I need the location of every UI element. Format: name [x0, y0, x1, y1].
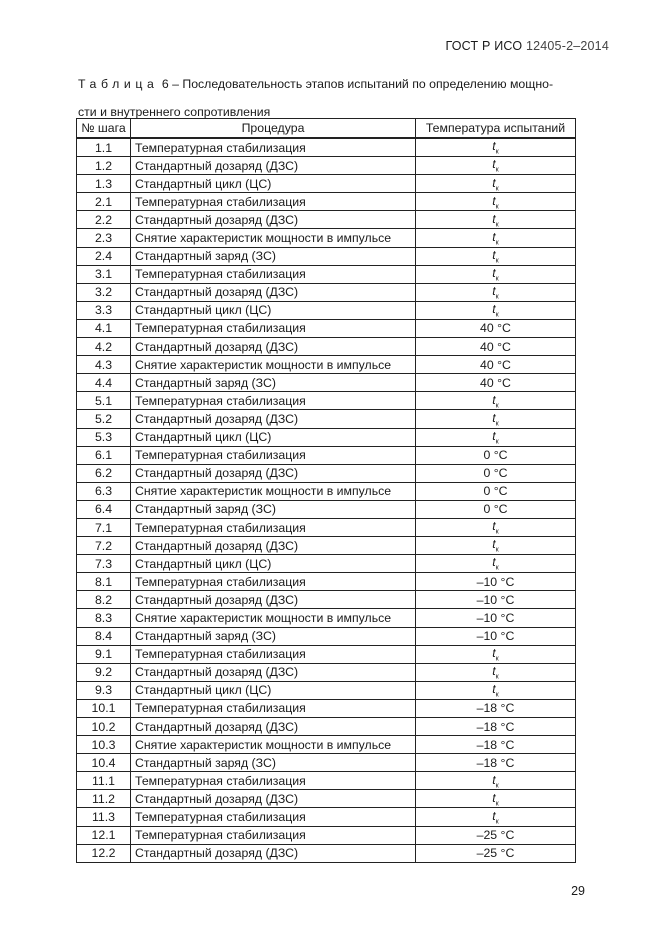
procedure-cell: Снятие характеристик мощности в импульсе [131, 736, 416, 754]
procedure-cell: Стандартный дозаряд (ДЗС) [131, 537, 416, 555]
table-row [77, 283, 576, 301]
column-header-procedure: Процедура [131, 119, 416, 139]
temperature-cell: –10 °С [416, 573, 576, 591]
temperature-cell: $t_к$ [416, 555, 576, 573]
caption-text: 6 – Последовательность этапов испытаний по определению мощно- [161, 77, 554, 91]
step-number-cell: 1.3 [77, 175, 131, 193]
procedure-cell: Температурная стабилизация [131, 265, 416, 283]
procedure-cell: Стандартный цикл (ЦС) [131, 555, 416, 573]
temperature-cell: $t_к$ [416, 663, 576, 681]
temperature-cell: $t_к$ [416, 537, 576, 555]
table-row [77, 265, 576, 283]
step-number-cell: 5.2 [77, 410, 131, 428]
temperature-cell: –10 °С [416, 627, 576, 645]
procedure-cell: Стандартный дозаряд (ДЗС) [131, 338, 416, 356]
step-number-cell: 10.1 [77, 699, 131, 717]
step-number-cell: 10.2 [77, 718, 131, 736]
step-number-cell: 12.1 [77, 826, 131, 844]
procedure-cell: Стандартный дозаряд (ДЗС) [131, 283, 416, 301]
standard-label: ГОСТ Р ИСО [445, 39, 523, 53]
step-number-cell: 3.3 [77, 301, 131, 319]
procedure-cell: Температурная стабилизация [131, 808, 416, 826]
column-header-step: № шага [77, 119, 131, 139]
procedure-cell: Температурная стабилизация [131, 319, 416, 337]
column-header-temperature: Температура испытаний [416, 119, 576, 139]
step-number-cell: 4.4 [77, 374, 131, 392]
step-number-cell: 4.2 [77, 338, 131, 356]
document-header [445, 39, 609, 53]
temperature-cell: $t_к$ [416, 645, 576, 663]
temperature-cell: $t_к$ [416, 175, 576, 193]
procedure-cell: Температурная стабилизация [131, 826, 416, 844]
procedure-cell: Стандартный дозаряд (ДЗС) [131, 464, 416, 482]
procedure-cell: Стандартный заряд (ЗС) [131, 754, 416, 772]
procedure-cell: Стандартный дозаряд (ДЗС) [131, 591, 416, 609]
step-number-cell: 6.1 [77, 446, 131, 464]
temperature-cell: $t_к$ [416, 138, 576, 157]
table-row [77, 573, 576, 591]
procedure-cell: Стандартный заряд (ЗС) [131, 500, 416, 518]
temperature-cell: $t_к$ [416, 808, 576, 826]
table-row [77, 790, 576, 808]
procedure-cell: Стандартный дозаряд (ДЗС) [131, 663, 416, 681]
temperature-cell: 40 °С [416, 338, 576, 356]
step-number-cell: 1.1 [77, 138, 131, 157]
step-number-cell: 6.3 [77, 482, 131, 500]
step-number-cell: 2.2 [77, 211, 131, 229]
temperature-cell: $t_к$ [416, 410, 576, 428]
procedure-cell: Температурная стабилизация [131, 446, 416, 464]
table-row [77, 428, 576, 446]
step-number-cell: 2.4 [77, 247, 131, 265]
step-number-cell: 7.1 [77, 518, 131, 536]
temperature-cell: $t_к$ [416, 301, 576, 319]
temperature-cell: $t_к$ [416, 229, 576, 247]
temperature-cell: 40 °С [416, 319, 576, 337]
procedure-cell: Температурная стабилизация [131, 138, 416, 157]
table-row [77, 464, 576, 482]
step-number-cell: 3.1 [77, 265, 131, 283]
caption-text-line2: сти и внутреннего сопротивления [78, 105, 271, 119]
temperature-cell: –10 °С [416, 609, 576, 627]
temperature-cell: $t_к$ [416, 392, 576, 410]
table-row [77, 681, 576, 699]
procedure-cell: Стандартный цикл (ЦС) [131, 681, 416, 699]
table-row [77, 211, 576, 229]
procedure-cell: Стандартный дозаряд (ДЗС) [131, 844, 416, 862]
table-header-row [77, 119, 576, 139]
temperature-cell: –25 °С [416, 844, 576, 862]
table-row [77, 482, 576, 500]
step-number-cell: 10.4 [77, 754, 131, 772]
procedure-cell: Снятие характеристик мощности в импульсе [131, 356, 416, 374]
procedure-cell: Температурная стабилизация [131, 699, 416, 717]
procedure-cell: Температурная стабилизация [131, 193, 416, 211]
step-number-cell: 8.4 [77, 627, 131, 645]
step-number-cell: 4.3 [77, 356, 131, 374]
step-number-cell: 6.2 [77, 464, 131, 482]
step-number-cell: 1.2 [77, 157, 131, 175]
temperature-cell: 0 °С [416, 482, 576, 500]
procedure-cell: Снятие характеристик мощности в импульсе [131, 229, 416, 247]
step-number-cell: 11.3 [77, 808, 131, 826]
table-row [77, 301, 576, 319]
procedure-cell: Стандартный заряд (ЗС) [131, 627, 416, 645]
step-number-cell: 2.1 [77, 193, 131, 211]
temperature-cell: $t_к$ [416, 265, 576, 283]
page-number: 29 [571, 884, 585, 898]
temperature-cell: –10 °С [416, 591, 576, 609]
table-row [77, 410, 576, 428]
standard-number: 12405-2–2014 [525, 39, 609, 53]
temperature-cell: –18 °С [416, 736, 576, 754]
table-row [77, 356, 576, 374]
step-number-cell: 11.1 [77, 772, 131, 790]
table-row [77, 229, 576, 247]
temperature-cell: 0 °С [416, 464, 576, 482]
table-row [77, 138, 576, 157]
table-row [77, 247, 576, 265]
step-number-cell: 9.3 [77, 681, 131, 699]
table-row [77, 338, 576, 356]
temperature-cell: –18 °С [416, 699, 576, 717]
step-number-cell: 12.2 [77, 844, 131, 862]
step-number-cell: 5.3 [77, 428, 131, 446]
procedure-cell: Стандартный цикл (ЦС) [131, 301, 416, 319]
step-number-cell: 5.1 [77, 392, 131, 410]
procedure-cell: Стандартный заряд (ЗС) [131, 247, 416, 265]
table-row [77, 699, 576, 717]
procedure-cell: Снятие характеристик мощности в импульсе [131, 482, 416, 500]
table-row [77, 754, 576, 772]
table-row [77, 591, 576, 609]
table-row [77, 392, 576, 410]
table-row [77, 446, 576, 464]
table-row [77, 736, 576, 754]
temperature-cell: –18 °С [416, 754, 576, 772]
step-number-cell: 8.3 [77, 609, 131, 627]
table-row [77, 808, 576, 826]
table-row [77, 826, 576, 844]
table-row [77, 772, 576, 790]
table-row [77, 609, 576, 627]
procedure-cell: Температурная стабилизация [131, 518, 416, 536]
test-sequence-table [76, 118, 576, 863]
step-number-cell: 6.4 [77, 500, 131, 518]
temperature-cell: $t_к$ [416, 428, 576, 446]
table-row [77, 319, 576, 337]
temperature-cell: $t_к$ [416, 247, 576, 265]
step-number-cell: 11.2 [77, 790, 131, 808]
temperature-cell: 0 °С [416, 446, 576, 464]
step-number-cell: 7.2 [77, 537, 131, 555]
step-number-cell: 8.1 [77, 573, 131, 591]
procedure-cell: Стандартный цикл (ЦС) [131, 175, 416, 193]
procedure-cell: Стандартный дозаряд (ДЗС) [131, 157, 416, 175]
procedure-cell: Стандартный дозаряд (ДЗС) [131, 211, 416, 229]
temperature-cell: 40 °С [416, 356, 576, 374]
procedure-cell: Стандартный дозаряд (ДЗС) [131, 410, 416, 428]
table-row [77, 374, 576, 392]
table-row [77, 555, 576, 573]
table-row [77, 844, 576, 862]
table-row [77, 157, 576, 175]
step-number-cell: 8.2 [77, 591, 131, 609]
procedure-cell: Температурная стабилизация [131, 772, 416, 790]
temperature-cell: $t_к$ [416, 193, 576, 211]
temperature-cell: $t_к$ [416, 283, 576, 301]
table-row [77, 627, 576, 645]
temperature-cell: $t_к$ [416, 772, 576, 790]
step-number-cell: 4.1 [77, 319, 131, 337]
temperature-cell: 40 °С [416, 374, 576, 392]
table-body [77, 138, 576, 862]
step-number-cell: 9.1 [77, 645, 131, 663]
temperature-cell: $t_к$ [416, 157, 576, 175]
table-row [77, 663, 576, 681]
procedure-cell: Стандартный дозаряд (ДЗС) [131, 718, 416, 736]
procedure-cell: Стандартный цикл (ЦС) [131, 428, 416, 446]
procedure-cell: Снятие характеристик мощности в импульсе [131, 609, 416, 627]
step-number-cell: 10.3 [77, 736, 131, 754]
temperature-cell: –18 °С [416, 718, 576, 736]
procedure-cell: Температурная стабилизация [131, 645, 416, 663]
step-number-cell: 9.2 [77, 663, 131, 681]
table-row [77, 518, 576, 536]
procedure-cell: Температурная стабилизация [131, 573, 416, 591]
procedure-cell: Стандартный заряд (ЗС) [131, 374, 416, 392]
table-row [77, 175, 576, 193]
table-row [77, 645, 576, 663]
table-row [77, 718, 576, 736]
caption-label: Таблица [78, 77, 159, 91]
procedure-cell: Стандартный дозаряд (ДЗС) [131, 790, 416, 808]
table-row [77, 500, 576, 518]
temperature-cell: –25 °С [416, 826, 576, 844]
temperature-cell: $t_к$ [416, 211, 576, 229]
step-number-cell: 3.2 [77, 283, 131, 301]
table-row [77, 193, 576, 211]
step-number-cell: 7.3 [77, 555, 131, 573]
temperature-cell: $t_к$ [416, 518, 576, 536]
step-number-cell: 2.3 [77, 229, 131, 247]
procedure-cell: Температурная стабилизация [131, 392, 416, 410]
temperature-cell: 0 °С [416, 500, 576, 518]
table-row [77, 537, 576, 555]
temperature-cell: $t_к$ [416, 790, 576, 808]
temperature-cell: $t_к$ [416, 681, 576, 699]
